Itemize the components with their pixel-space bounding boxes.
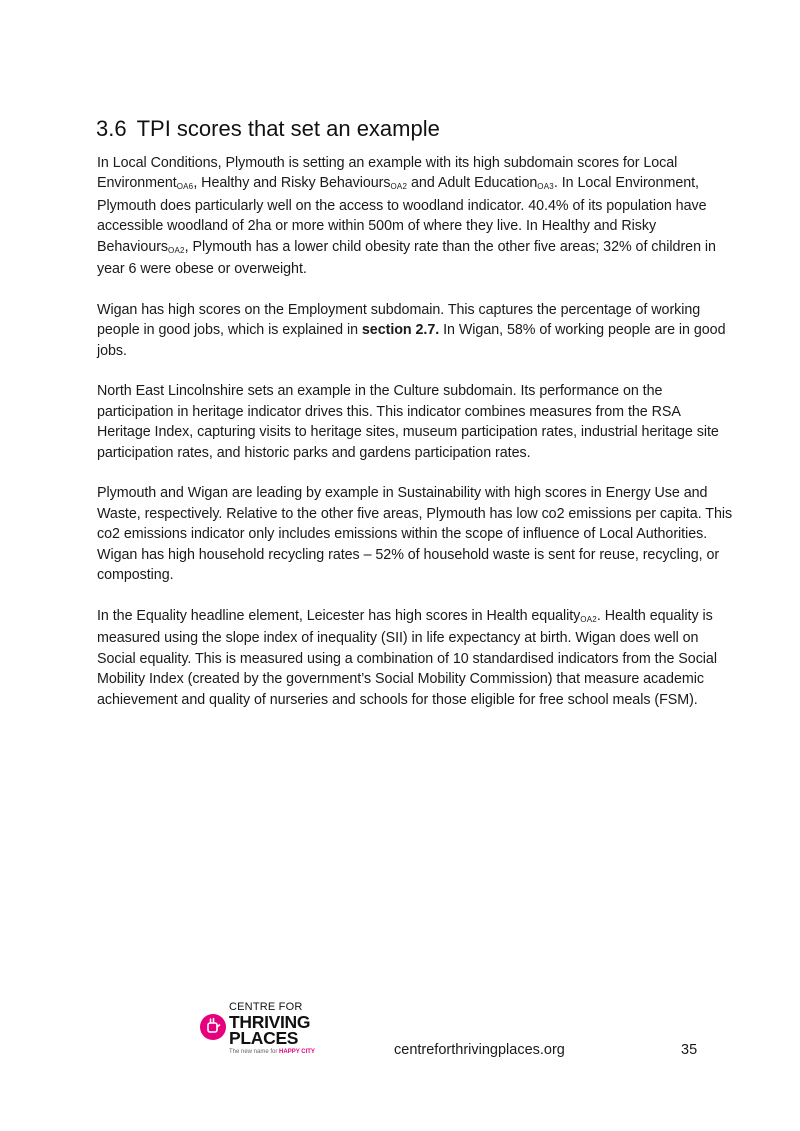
section-link[interactable]: section 2.7. xyxy=(361,322,440,339)
logo-line-1: CENTRE FOR xyxy=(229,1001,303,1013)
body-text xyxy=(97,153,737,730)
text-run: . Health equality is measured using the slope index of inequality (SII) in life expectancy at birth. Wigan does well on Social equality. This is measured using a combination of 10 standardised indicators from the Social Mobility Index (created by the government’s Social Mobility Commission) that measure academic achievement and quality of nurseries and schools for those eligible for free school meals (FSM). xyxy=(97,607,717,708)
subscript-ref: OA2 xyxy=(390,182,408,192)
section-number: 3.6 xyxy=(96,116,127,141)
text-run: , Healthy and Risky Behaviours xyxy=(193,175,391,192)
subscript-ref: OA2 xyxy=(168,245,185,255)
text-run: . In Local Environment, Plymouth does particularly well on the access to woodland indicator. 40.4% of its population have accessible woodland of 2ha or more within 500m of where they live. In Healthy and Risky Behaviours xyxy=(97,175,707,255)
paragraph-sustainability: Plymouth and Wigan are leading by example in Sustainability with high scores in Energy Use and Waste, respectively. Relative to the other five areas, Plymouth has low co2 emissions per capita. This co2 emissions indicator only includes emissions within the scope of influence of Local Authorities. Wigan has high household recycling rates – 52% of household waste is sent for reuse, recycling, or composting. xyxy=(97,485,733,584)
subscript-ref: OA3 xyxy=(537,182,554,192)
logo-line-3: PLACES xyxy=(229,1028,299,1048)
logo-tagline: The new name for HAPPY CITY xyxy=(229,1049,315,1055)
footer-url[interactable]: centreforthrivingplaces.org xyxy=(394,1042,565,1058)
subscript-ref: OA6 xyxy=(176,182,194,192)
paragraph-employment xyxy=(97,300,737,361)
text-run: In Local Conditions, Plymouth is setting an example with its high subdomain scores for Local Environment xyxy=(97,155,678,192)
section-heading xyxy=(96,116,440,142)
subscript-ref: OA2 xyxy=(580,614,597,624)
section-title: TPI scores that set an example xyxy=(136,116,440,141)
paragraph-equality xyxy=(97,606,737,710)
paragraph-culture: North East Lincolnshire sets an example in the Culture subdomain. Its performance on the participation in heritage indicator drives this. This indicator combines measures from the RSA Heritage Index, capturing visits to heritage sites, museum participation rates, industrial heritage site participation rates, and historic parks and gardens participation rates. xyxy=(97,383,719,461)
raised-hand-icon xyxy=(200,1014,226,1040)
text-run: In Wigan, 58% of working people are in good jobs. xyxy=(97,322,726,359)
text-run: , Plymouth has a lower child obesity rate than the other five areas; 32% of children in year 6 were obese or overweight. xyxy=(97,238,716,278)
paragraph-local-conditions xyxy=(97,153,737,279)
text-run: In the Equality headline element, Leicester has high scores in Health equality xyxy=(97,607,581,624)
logo-line-2: THRIVING xyxy=(229,1012,311,1032)
centre-for-thriving-places-logo xyxy=(200,1001,330,1061)
page-number: 35 xyxy=(681,1042,698,1058)
text-run: Wigan has high scores on the Employment subdomain. This captures the percentage of working people in good jobs, which is explained in xyxy=(97,301,701,339)
text-run: and Adult Education xyxy=(407,175,538,192)
